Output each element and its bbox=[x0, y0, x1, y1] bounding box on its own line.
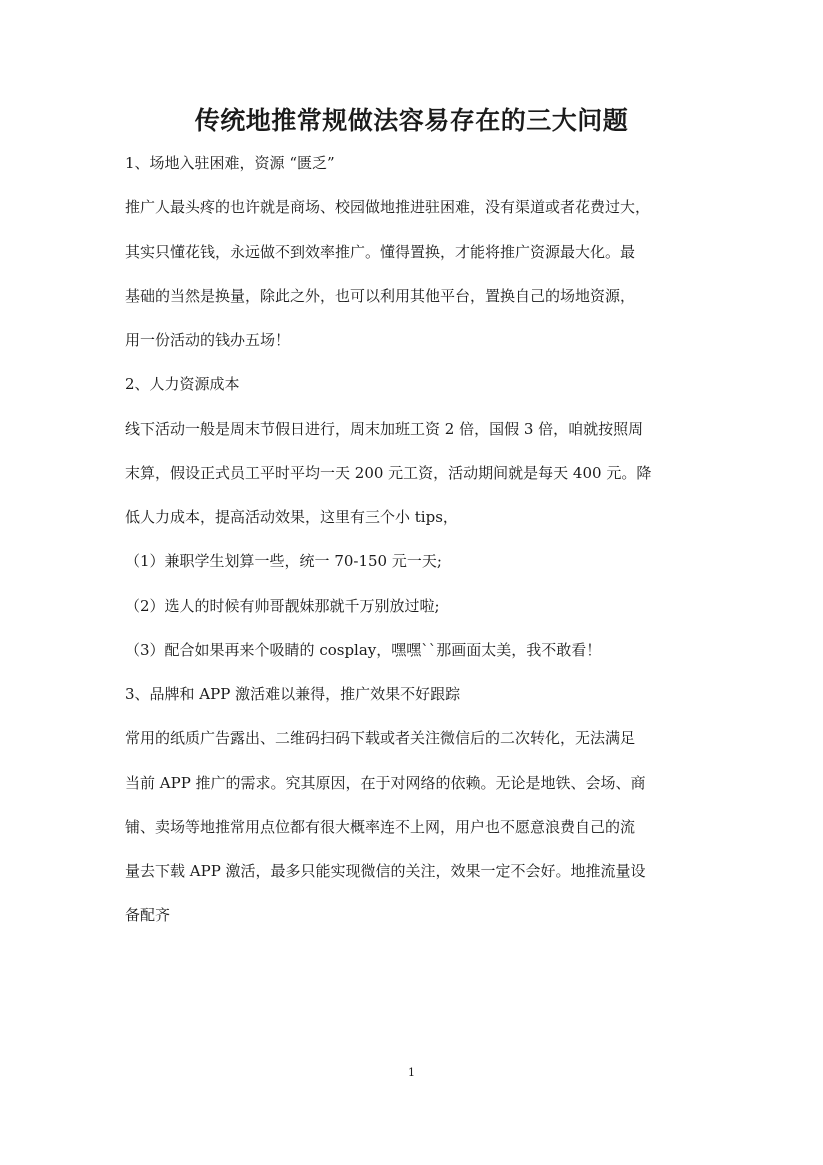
paragraph-line: 末算，假设正式员工平时平均一天 200 元工资，活动期间就是每天 400 元。降 bbox=[125, 463, 652, 482]
section-heading-3: 3、品牌和 APP 激活难以兼得，推广效果不好跟踪 bbox=[125, 685, 461, 703]
paragraph-line: 铺、卖场等地推常用点位都有很大概率连不上网，用户也不愿意浪费自己的流 bbox=[125, 817, 636, 836]
document-body bbox=[125, 148, 725, 945]
paragraph-line: 用一份活动的钱办五场！ bbox=[125, 331, 291, 349]
paragraph-line: 线下活动一般是周末节假日进行，周末加班工资 2 倍，国假 3 倍，咱就按照周 bbox=[125, 419, 644, 438]
paragraph-line: 量去下载 APP 激活，最多只能实现微信的关注，效果一定不会好。地推流量设 bbox=[125, 862, 646, 880]
paragraph-line: 其实只懂花钱，永远做不到效率推广。懂得置换，才能将推广资源最大化。最 bbox=[125, 242, 636, 261]
list-item: （1）兼职学生划算一些，统一 70-150 元一天; bbox=[125, 552, 442, 571]
paragraph-line: 推广人最头疼的也许就是商场、校园做地推进驻困难，没有渠道或者花费过大， bbox=[125, 198, 651, 217]
section-heading-2: 2、人力资源成本 bbox=[125, 375, 240, 394]
paragraph-line: 常用的纸质广告露出、二维码扫码下载或者关注微信后的二次转化，无法满足 bbox=[125, 729, 636, 748]
paragraph-line: 当前 APP 推广的需求。究其原因，在于对网络的依赖。无论是地铁、会场、商 bbox=[125, 773, 646, 792]
paragraph-line: 基础的当然是换量，除此之外，也可以利用其他平台，置换自己的场地资源， bbox=[125, 286, 636, 305]
section-heading-1: 1、场地入驻困难，资源 “匮乏” bbox=[125, 154, 335, 172]
document-title: 传统地推常规做法容易存在的三大问题 bbox=[194, 106, 629, 135]
list-item: （2）选人的时候有帅哥靓妹那就千万别放过啦; bbox=[125, 596, 440, 615]
page-number: 1 bbox=[408, 1066, 415, 1079]
paragraph-line: 备配齐 bbox=[125, 906, 171, 925]
list-item: （3）配合如果再来个吸睛的 cosplay，嘿嘿``那画面太美，我不敢看！ bbox=[125, 640, 602, 659]
paragraph-line: 低人力成本，提高活动效果，这里有三个小 tips， bbox=[125, 508, 458, 526]
